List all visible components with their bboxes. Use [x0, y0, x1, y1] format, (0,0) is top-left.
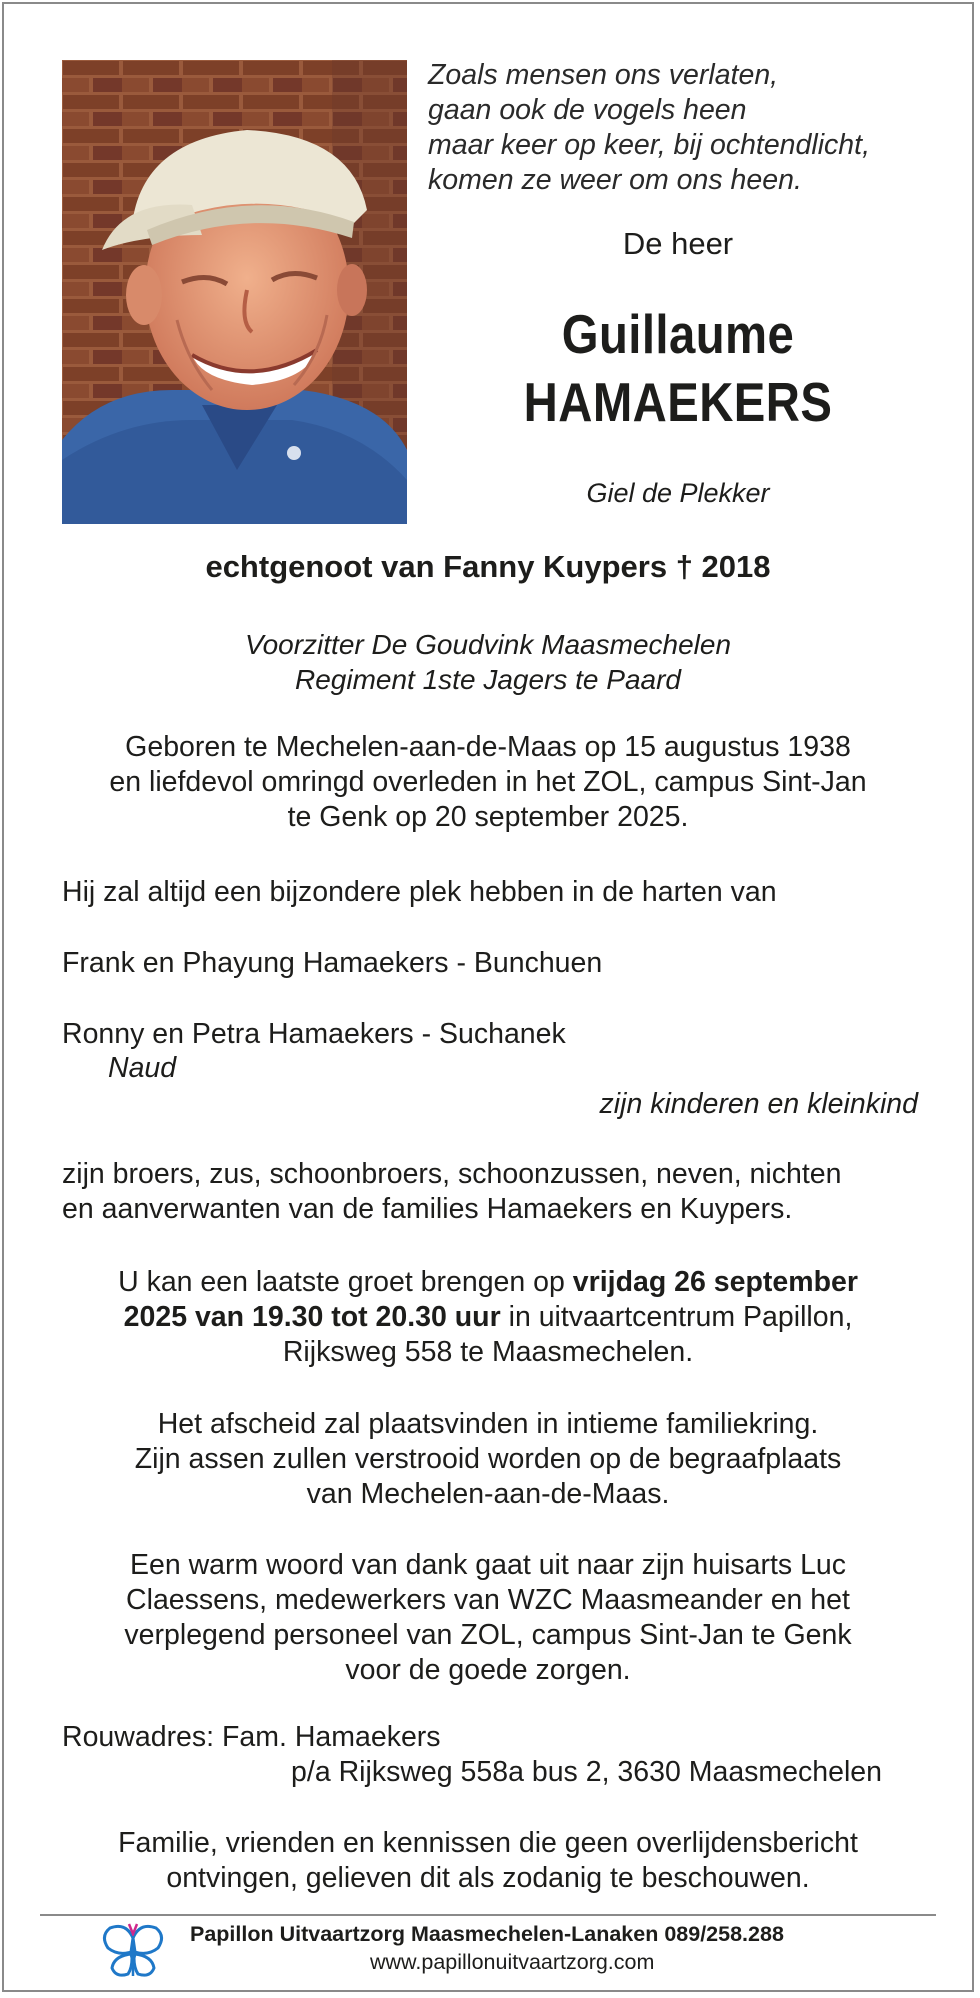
butterfly-logo-icon [100, 1920, 166, 1982]
child-family: Frank en Phayung Hamaekers - Bunchuen [62, 947, 603, 979]
role-line: Voorzitter De Goudvink Maasmechelen [244, 629, 732, 660]
first-name: Guillaume [561, 303, 795, 365]
thanks-line: voor de goede zorgen. [345, 1654, 631, 1686]
birth-paragraph [4, 730, 972, 835]
grandchild-name: Naud [108, 1052, 177, 1084]
funeral-home-website[interactable]: www.papillonuitvaartzorg.com [370, 1950, 655, 1974]
relatives-paragraph [62, 1157, 841, 1227]
deceased-name [463, 300, 893, 436]
thanks-line: Een warm woord van dank gaat uit naar zijn huisarts Luc [129, 1549, 847, 1581]
relatives-line: zijn broers, zus, schoonbroers, schoonzussen, neven, nichten [62, 1158, 842, 1190]
child-family: Ronny en Petra Hamaekers - Suchanek [62, 1018, 566, 1050]
poem-line: Zoals mensen ons verlaten, [428, 59, 779, 91]
poem-line: komen ze weer om ons heen. [428, 164, 802, 196]
thanks-paragraph [4, 1548, 972, 1688]
salutation: De heer [622, 226, 734, 261]
children-label: zijn kinderen en kleinkind [599, 1088, 918, 1120]
funeral-home-name: Papillon Uitvaartzorg Maasmechelen-Lanaken 089/258.288 [190, 1922, 784, 1946]
relatives-line: en aanverwanten van de families Hamaekers en Kuypers. [62, 1193, 793, 1225]
poem-line: maar keer op keer, bij ochtendlicht, [428, 129, 870, 161]
visit-paragraph [4, 1265, 972, 1370]
farewell-line: Zijn assen zullen verstrooid worden op de begraafplaats [134, 1443, 842, 1475]
birth-line: en liefdevol omringd overleden in het ZOL, campus Sint-Jan [109, 766, 867, 798]
rouwadres-address: p/a Rijksweg 558a bus 2, 3630 Maasmechelen [291, 1756, 882, 1788]
rouwadres-label: Rouwadres: Fam. Hamaekers [62, 1721, 441, 1753]
poem [428, 58, 948, 198]
footer-divider [40, 1914, 936, 1916]
birth-line: te Genk op 20 september 2025. [287, 801, 689, 833]
visit-time: 2025 van 19.30 tot 20.30 uur [123, 1301, 501, 1333]
birth-line: Geboren te Mechelen-aan-de-Maas op 15 augustus 1938 [125, 731, 851, 763]
family-line: ontvingen, gelieven dit als zodanig te beschouwen. [166, 1862, 810, 1894]
thanks-line: Claessens, medewerkers van WZC Maasmeander en het [126, 1584, 850, 1616]
farewell-paragraph [4, 1407, 972, 1512]
last-name: HAMAEKERS [523, 371, 833, 433]
heart-line: Hij zal altijd een bijzondere plek hebben in de harten van [62, 876, 777, 908]
spouse-line: echtgenoot van Fanny Kuypers † 2018 [205, 549, 771, 584]
visit-line [4, 1300, 972, 1335]
family-notice [4, 1826, 972, 1896]
poem-line: gaan ook de vogels heen [428, 94, 747, 126]
nickname: Giel de Plekker [586, 478, 770, 508]
visit-intro: U kan een laatste groet brengen op [118, 1266, 573, 1298]
visit-place: in uitvaartcentrum Papillon, [500, 1301, 853, 1333]
visit-address: Rijksweg 558 te Maasmechelen. [282, 1336, 694, 1368]
farewell-line: Het afscheid zal plaatsvinden in intieme familiekring. [157, 1408, 819, 1440]
role-line: Regiment 1ste Jagers te Paard [295, 664, 681, 695]
family-line: Familie, vrienden en kennissen die geen overlijdensbericht [118, 1827, 858, 1859]
farewell-line: van Mechelen-aan-de-Maas. [306, 1478, 670, 1510]
thanks-line: verplegend personeel van ZOL, campus Sint-Jan te Genk [124, 1619, 852, 1651]
portrait-photo [62, 60, 407, 524]
visit-date: vrijdag 26 september [572, 1266, 858, 1298]
obituary-card [2, 2, 974, 1992]
visit-line [4, 1265, 972, 1300]
roles [4, 627, 972, 697]
